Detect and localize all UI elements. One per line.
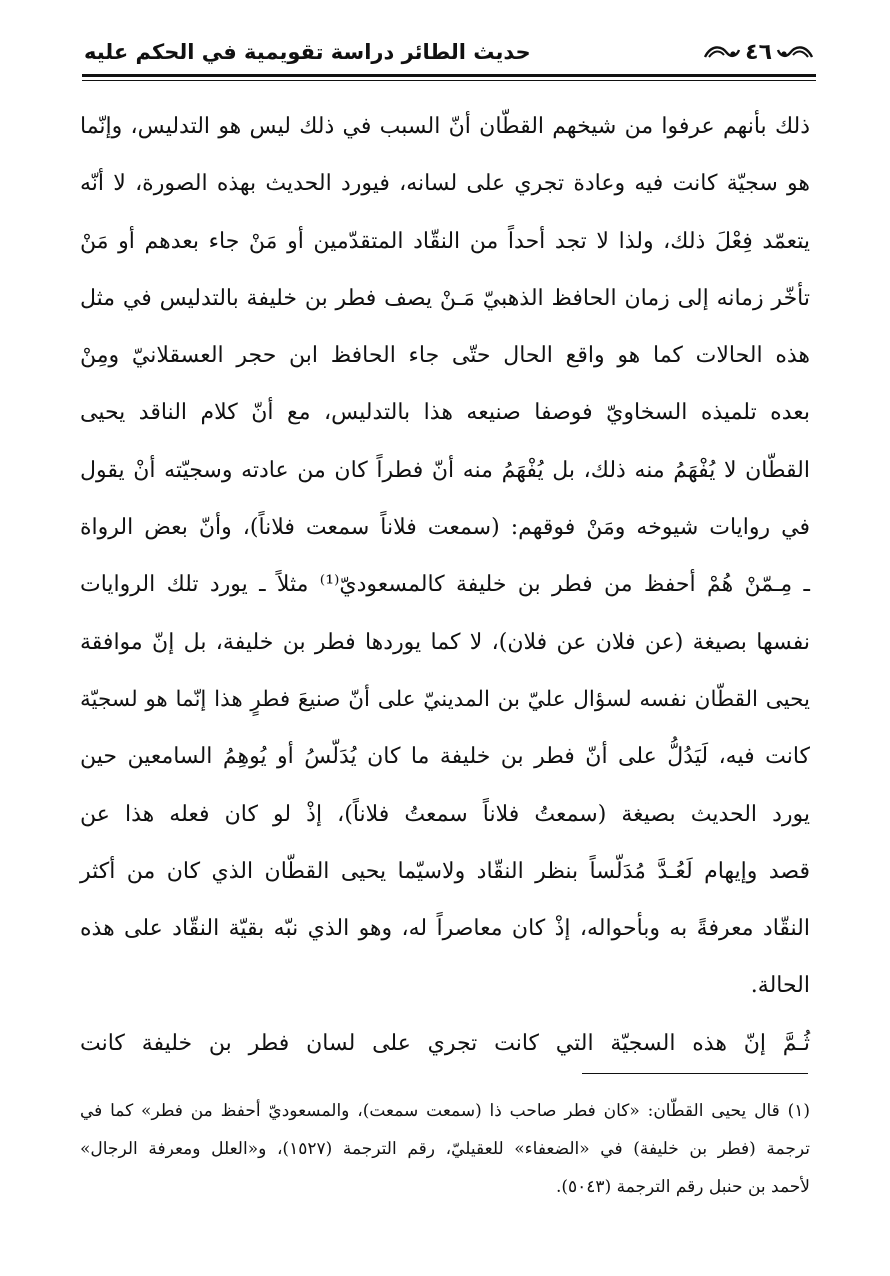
body-line: يتعمّد فِعْلَ ذلك، ولذا لا تجد أحداً من النقّاد المتقدّمين أو مَنْ جاء بعدهم أو مَنْ — [80, 228, 810, 254]
footnote-line: لأحمد بن حنبل رقم الترجمة (٥٠٤٣). — [555, 1177, 810, 1197]
body-line: القطّان لا يُفْهَمُ منه ذلك، بل يُفْهَمُ منه أنّ فطراً كان من عادته وسجيّته أنْ يقول — [80, 457, 810, 483]
running-header — [84, 30, 814, 74]
footnotes — [80, 1092, 810, 1206]
body-line: ـ مِـمّنْ هُمْ أحفظ من فطر بن خليفة كالمسعوديّ⁽¹⁾ مثلاً ـ يورد تلك الروايات — [80, 572, 810, 598]
body-line: قصد وإيهام لَعُـدَّ مُدَلّساً بنظر النقّاد ولاسيّما يحيى القطّان الذي كان من أكثر — [80, 858, 810, 884]
body-line: يحيى القطّان نفسه لسؤال عليّ بن المدينيّ على أنّ صنيعَ فطرٍ هذا إنّما هو لسجيّة — [80, 686, 810, 712]
body-line: بعده تلميذه السخاويّ فوصفا صنيعه هذا بالتدليس، مع أنّ كلام الناقد يحيى — [80, 400, 810, 426]
body-line: في روايات شيوخه ومَنْ فوقهم: (سمعت فلاناً سمعت فلاناً)، وأنّ بعض الرواة — [80, 515, 810, 541]
ornament-right-icon — [776, 42, 814, 62]
body-line: الحالة. — [750, 973, 810, 999]
body-line: هو سجيّة كانت فيه وعادة تجري على لسانه، فيورد الحديث بهذه الصورة، لا أنّه — [80, 171, 810, 197]
page-number-group — [703, 40, 814, 65]
ornament-left-icon — [703, 42, 741, 62]
body-text — [80, 98, 810, 1072]
body-line: تأخّر زمانه إلى زمان الحافظ الذهبيّ مَـنْ يصف فطر بن خليفة بالتدليس في مثل — [80, 285, 810, 311]
body-line: كانت فيه، لَيَدُلُّ على أنّ فطر بن خليفة ما كان يُدَلّسُ أو يُوهِمُ السامعين حين — [80, 744, 810, 770]
footnote-line: ترجمة (فطر بن خليفة) في «الضعفاء» للعقيليّ، رقم الترجمة (١٥٢٧)، و«العلل ومعرفة الرجال» — [80, 1139, 810, 1159]
footnote-rule — [582, 1073, 808, 1074]
body-line: ذلك بأنهم عرفوا من شيخهم القطّان أنّ السبب في ذلك ليس هو التدليس، وإنّما — [80, 114, 810, 139]
header-rule — [82, 74, 816, 81]
footnote-line: (١) قال يحيى القطّان: «كان فطر صاحب ذا (سمعت سمعت)، والمسعوديّ أحفظ من فطر» كما في — [80, 1101, 810, 1121]
page-number: ٤٦ — [745, 39, 772, 65]
body-line: نفسها بصيغة (عن فلان عن فلان)، لا كما يوردها فطر بن خليفة، بل إنّ موافقة — [80, 629, 810, 655]
body-line: يورد الحديث بصيغة (سمعتُ فلاناً سمعتُ فلاناً)، إذْ لو كان فعله هذا عن — [80, 801, 810, 827]
body-line: ثُـمَّ إنّ هذه السجيّة التي كانت تجري على لسان فطر بن خليفة كانت — [80, 1030, 810, 1056]
body-line: النقّاد معرفةً به وبأحواله، إذْ كان معاصراً له، وهو الذي نبّه بقيّة النقّاد على هذه — [80, 916, 810, 942]
body-line: هذه الحالات كما هو واقع الحال حتّى جاء الحافظ ابن حجر العسقلانيّ ومِنْ — [80, 343, 810, 369]
header-title: حديث الطائر دراسة تقويمية في الحكم عليه — [84, 40, 531, 64]
